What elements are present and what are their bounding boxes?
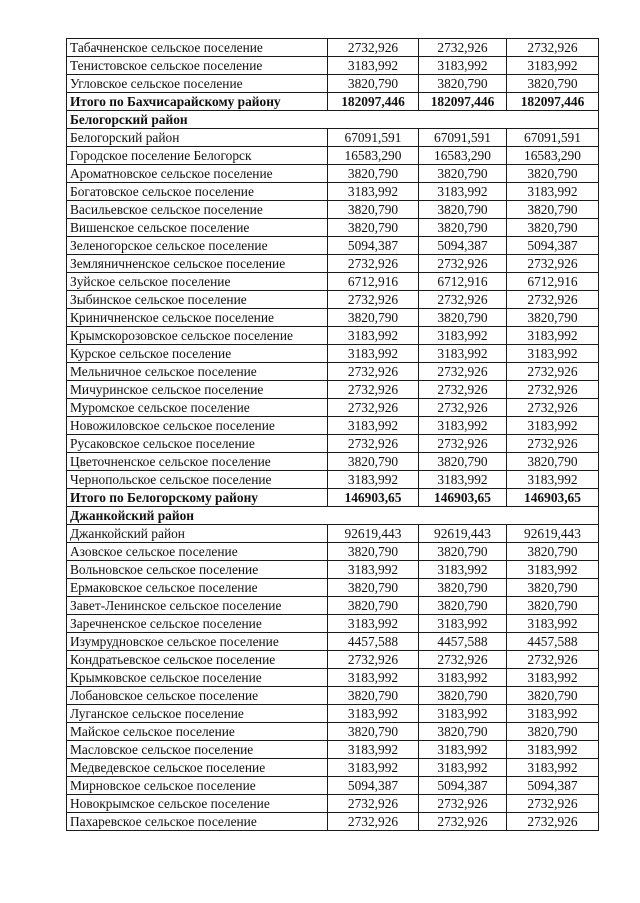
amount-cell-1: 92619,443: [328, 525, 419, 543]
amount-cell-3: 3820,790: [507, 579, 599, 597]
table-row: [67, 813, 599, 831]
district-header-row: [67, 111, 599, 129]
table-row: [67, 381, 599, 399]
settlement-name: Крымскорозовское сельское поселение: [67, 327, 328, 345]
table-row: [67, 237, 599, 255]
total-label: Итого по Бахчисарайскому району: [67, 93, 328, 111]
total-row: [67, 93, 599, 111]
table-row: [67, 399, 599, 417]
settlement-name: Завет-Ленинское сельское поселение: [67, 597, 328, 615]
amount-cell-2: 3183,992: [419, 327, 507, 345]
amount-cell-3: 92619,443: [507, 525, 599, 543]
amount-cell-2: 3820,790: [419, 687, 507, 705]
settlement-name: Вишенское сельское поселение: [67, 219, 328, 237]
district-header-row: [67, 507, 599, 525]
table-row: [67, 219, 599, 237]
amount-cell-2: 3183,992: [419, 417, 507, 435]
amount-cell-3: 3183,992: [507, 615, 599, 633]
settlement-name: Угловское сельское поселение: [67, 75, 328, 93]
settlement-name: Пахаревское сельское поселение: [67, 813, 328, 831]
settlement-name: Крымковское сельское поселение: [67, 669, 328, 687]
amount-cell-2: 2732,926: [419, 651, 507, 669]
settlement-name: Майское сельское поселение: [67, 723, 328, 741]
amount-cell-3: 3820,790: [507, 453, 599, 471]
amount-cell-3: 3183,992: [507, 183, 599, 201]
settlement-name: Вольновское сельское поселение: [67, 561, 328, 579]
amount-cell-3: 2732,926: [507, 39, 599, 57]
amount-cell-3: 3820,790: [507, 75, 599, 93]
amount-cell-3: 2732,926: [507, 813, 599, 831]
table-row: [67, 615, 599, 633]
table-row: [67, 705, 599, 723]
settlement-name: Мичуринское сельское поселение: [67, 381, 328, 399]
amount-cell-3: 2732,926: [507, 363, 599, 381]
amount-cell-1: 3183,992: [328, 417, 419, 435]
table-row: [67, 435, 599, 453]
settlement-name: Лобановское сельское поселение: [67, 687, 328, 705]
amount-cell-2: 3183,992: [419, 471, 507, 489]
table-row: [67, 651, 599, 669]
amount-cell-1: 3183,992: [328, 57, 419, 75]
amount-cell-1: 3183,992: [328, 669, 419, 687]
settlement-name: Мельничное сельское поселение: [67, 363, 328, 381]
amount-cell-3: 3183,992: [507, 345, 599, 363]
settlement-name: Ермаковское сельское поселение: [67, 579, 328, 597]
settlement-name: Изумрудновское сельское поселение: [67, 633, 328, 651]
district-name: Джанкойский район: [67, 507, 599, 525]
amount-cell-3: 182097,446: [507, 93, 599, 111]
amount-cell-3: 2732,926: [507, 651, 599, 669]
amount-cell-1: 3820,790: [328, 687, 419, 705]
settlement-name: Масловское сельское поселение: [67, 741, 328, 759]
settlement-name: Муромское сельское поселение: [67, 399, 328, 417]
table-row: [67, 183, 599, 201]
amount-cell-1: 5094,387: [328, 237, 419, 255]
amount-cell-1: 4457,588: [328, 633, 419, 651]
settlement-name: Тенистовское сельское поселение: [67, 57, 328, 75]
table-row: [67, 129, 599, 147]
amount-cell-1: 3183,992: [328, 327, 419, 345]
table-row: [67, 687, 599, 705]
settlement-name: Белогорский район: [67, 129, 328, 147]
amount-cell-2: 16583,290: [419, 147, 507, 165]
amount-cell-3: 2732,926: [507, 291, 599, 309]
settlement-name: Криничненское сельское поселение: [67, 309, 328, 327]
settlement-name: Заречненское сельское поселение: [67, 615, 328, 633]
amount-cell-2: 3183,992: [419, 705, 507, 723]
table-row: [67, 669, 599, 687]
amount-cell-1: 3820,790: [328, 165, 419, 183]
amount-cell-1: 3820,790: [328, 723, 419, 741]
amount-cell-3: 3820,790: [507, 597, 599, 615]
settlement-name: Медведевское сельское поселение: [67, 759, 328, 777]
settlement-name: Городское поселение Белогорск: [67, 147, 328, 165]
amount-cell-2: 3820,790: [419, 579, 507, 597]
amount-cell-3: 3183,992: [507, 741, 599, 759]
amount-cell-1: 182097,446: [328, 93, 419, 111]
settlement-name: Чернопольское сельское поселение: [67, 471, 328, 489]
table-row: [67, 561, 599, 579]
amount-cell-3: 2732,926: [507, 435, 599, 453]
settlement-name: Земляничненское сельское поселение: [67, 255, 328, 273]
settlement-name: Джанкойский район: [67, 525, 328, 543]
amount-cell-1: 2732,926: [328, 651, 419, 669]
amount-cell-3: 6712,916: [507, 273, 599, 291]
table-row: [67, 273, 599, 291]
amount-cell-1: 2732,926: [328, 363, 419, 381]
total-label: Итого по Белогорскому району: [67, 489, 328, 507]
settlement-name: Азовское сельское поселение: [67, 543, 328, 561]
amount-cell-1: 3183,992: [328, 345, 419, 363]
amount-cell-2: 3183,992: [419, 669, 507, 687]
settlement-name: Цветочненское сельское поселение: [67, 453, 328, 471]
table-row: [67, 471, 599, 489]
amount-cell-3: 3820,790: [507, 543, 599, 561]
amount-cell-2: 2732,926: [419, 813, 507, 831]
table-row: [67, 579, 599, 597]
settlement-name: Васильевское сельское поселение: [67, 201, 328, 219]
amount-cell-2: 2732,926: [419, 399, 507, 417]
amount-cell-3: 2732,926: [507, 255, 599, 273]
table-row: [67, 723, 599, 741]
table-row: [67, 345, 599, 363]
amount-cell-2: 2732,926: [419, 363, 507, 381]
table-row: [67, 327, 599, 345]
table-row: [67, 453, 599, 471]
settlement-name: Новожиловское сельское поселение: [67, 417, 328, 435]
amount-cell-1: 16583,290: [328, 147, 419, 165]
amount-cell-2: 146903,65: [419, 489, 507, 507]
amount-cell-2: 2732,926: [419, 795, 507, 813]
settlement-name: Русаковское сельское поселение: [67, 435, 328, 453]
allocation-table: [66, 38, 599, 831]
amount-cell-2: 3820,790: [419, 201, 507, 219]
amount-cell-3: 3820,790: [507, 219, 599, 237]
amount-cell-2: 3820,790: [419, 75, 507, 93]
table-row: [67, 75, 599, 93]
amount-cell-1: 6712,916: [328, 273, 419, 291]
amount-cell-3: 3820,790: [507, 165, 599, 183]
table-row: [67, 201, 599, 219]
settlement-name: Луганское сельское поселение: [67, 705, 328, 723]
amount-cell-2: 3820,790: [419, 543, 507, 561]
amount-cell-1: 67091,591: [328, 129, 419, 147]
amount-cell-3: 3183,992: [507, 561, 599, 579]
table-row: [67, 633, 599, 651]
table-row: [67, 255, 599, 273]
district-name: Белогорский район: [67, 111, 599, 129]
table-body: [67, 39, 599, 831]
amount-cell-3: 3183,992: [507, 705, 599, 723]
amount-cell-3: 67091,591: [507, 129, 599, 147]
amount-cell-1: 2732,926: [328, 291, 419, 309]
table-row: [67, 165, 599, 183]
amount-cell-1: 3820,790: [328, 75, 419, 93]
amount-cell-1: 2732,926: [328, 813, 419, 831]
amount-cell-3: 3820,790: [507, 309, 599, 327]
amount-cell-1: 3820,790: [328, 453, 419, 471]
amount-cell-1: 3820,790: [328, 201, 419, 219]
amount-cell-3: 3183,992: [507, 327, 599, 345]
amount-cell-1: 3183,992: [328, 183, 419, 201]
amount-cell-3: 3820,790: [507, 687, 599, 705]
table-row: [67, 309, 599, 327]
settlement-name: Ароматновское сельское поселение: [67, 165, 328, 183]
settlement-name: Мирновское сельское поселение: [67, 777, 328, 795]
amount-cell-1: 3820,790: [328, 219, 419, 237]
table-row: [67, 417, 599, 435]
amount-cell-2: 3820,790: [419, 219, 507, 237]
amount-cell-3: 3820,790: [507, 201, 599, 219]
amount-cell-2: 3820,790: [419, 165, 507, 183]
table-row: [67, 39, 599, 57]
table-row: [67, 57, 599, 75]
amount-cell-3: 146903,65: [507, 489, 599, 507]
amount-cell-2: 6712,916: [419, 273, 507, 291]
settlement-name: Курское сельское поселение: [67, 345, 328, 363]
table-row: [67, 543, 599, 561]
settlement-name: Зуйское сельское поселение: [67, 273, 328, 291]
amount-cell-2: 3820,790: [419, 453, 507, 471]
amount-cell-3: 3183,992: [507, 759, 599, 777]
amount-cell-1: 3183,992: [328, 705, 419, 723]
amount-cell-1: 2732,926: [328, 795, 419, 813]
table-row: [67, 795, 599, 813]
amount-cell-3: 3183,992: [507, 669, 599, 687]
amount-cell-2: 3183,992: [419, 741, 507, 759]
amount-cell-1: 2732,926: [328, 399, 419, 417]
amount-cell-1: 2732,926: [328, 381, 419, 399]
amount-cell-3: 3820,790: [507, 723, 599, 741]
amount-cell-2: 2732,926: [419, 39, 507, 57]
amount-cell-2: 3183,992: [419, 345, 507, 363]
amount-cell-2: 2732,926: [419, 435, 507, 453]
amount-cell-3: 3183,992: [507, 57, 599, 75]
amount-cell-1: 2732,926: [328, 435, 419, 453]
amount-cell-2: 3183,992: [419, 57, 507, 75]
amount-cell-3: 4457,588: [507, 633, 599, 651]
table-row: [67, 291, 599, 309]
amount-cell-1: 3820,790: [328, 597, 419, 615]
amount-cell-2: 3183,992: [419, 759, 507, 777]
amount-cell-2: 3820,790: [419, 309, 507, 327]
amount-cell-2: 3820,790: [419, 723, 507, 741]
amount-cell-1: 5094,387: [328, 777, 419, 795]
amount-cell-2: 2732,926: [419, 381, 507, 399]
amount-cell-3: 3183,992: [507, 417, 599, 435]
amount-cell-2: 92619,443: [419, 525, 507, 543]
amount-cell-1: 2732,926: [328, 255, 419, 273]
table-row: [67, 741, 599, 759]
amount-cell-2: 67091,591: [419, 129, 507, 147]
table-row: [67, 147, 599, 165]
amount-cell-2: 2732,926: [419, 255, 507, 273]
table-row: [67, 363, 599, 381]
table-row: [67, 759, 599, 777]
settlement-name: Табачненское сельское поселение: [67, 39, 328, 57]
table-row: [67, 777, 599, 795]
amount-cell-2: 2732,926: [419, 291, 507, 309]
amount-cell-3: 2732,926: [507, 381, 599, 399]
amount-cell-1: 3183,992: [328, 615, 419, 633]
amount-cell-1: 146903,65: [328, 489, 419, 507]
amount-cell-1: 3183,992: [328, 561, 419, 579]
settlement-name: Новокрымское сельское поселение: [67, 795, 328, 813]
amount-cell-2: 3183,992: [419, 183, 507, 201]
amount-cell-3: 2732,926: [507, 399, 599, 417]
amount-cell-2: 182097,446: [419, 93, 507, 111]
amount-cell-1: 3820,790: [328, 579, 419, 597]
settlement-name: Зеленогорское сельское поселение: [67, 237, 328, 255]
table-row: [67, 597, 599, 615]
table-row: [67, 525, 599, 543]
amount-cell-1: 2732,926: [328, 39, 419, 57]
amount-cell-1: 3183,992: [328, 741, 419, 759]
settlement-name: Богатовское сельское поселение: [67, 183, 328, 201]
amount-cell-3: 2732,926: [507, 795, 599, 813]
amount-cell-2: 4457,588: [419, 633, 507, 651]
amount-cell-3: 5094,387: [507, 237, 599, 255]
amount-cell-3: 16583,290: [507, 147, 599, 165]
amount-cell-3: 3183,992: [507, 471, 599, 489]
total-row: [67, 489, 599, 507]
amount-cell-2: 5094,387: [419, 777, 507, 795]
amount-cell-2: 3820,790: [419, 597, 507, 615]
document-page: [66, 38, 598, 831]
amount-cell-2: 5094,387: [419, 237, 507, 255]
amount-cell-3: 5094,387: [507, 777, 599, 795]
amount-cell-1: 3183,992: [328, 759, 419, 777]
amount-cell-1: 3820,790: [328, 309, 419, 327]
settlement-name: Кондратьевское сельское поселение: [67, 651, 328, 669]
amount-cell-1: 3820,790: [328, 543, 419, 561]
settlement-name: Зыбинское сельское поселение: [67, 291, 328, 309]
amount-cell-2: 3183,992: [419, 561, 507, 579]
amount-cell-1: 3183,992: [328, 471, 419, 489]
amount-cell-2: 3183,992: [419, 615, 507, 633]
